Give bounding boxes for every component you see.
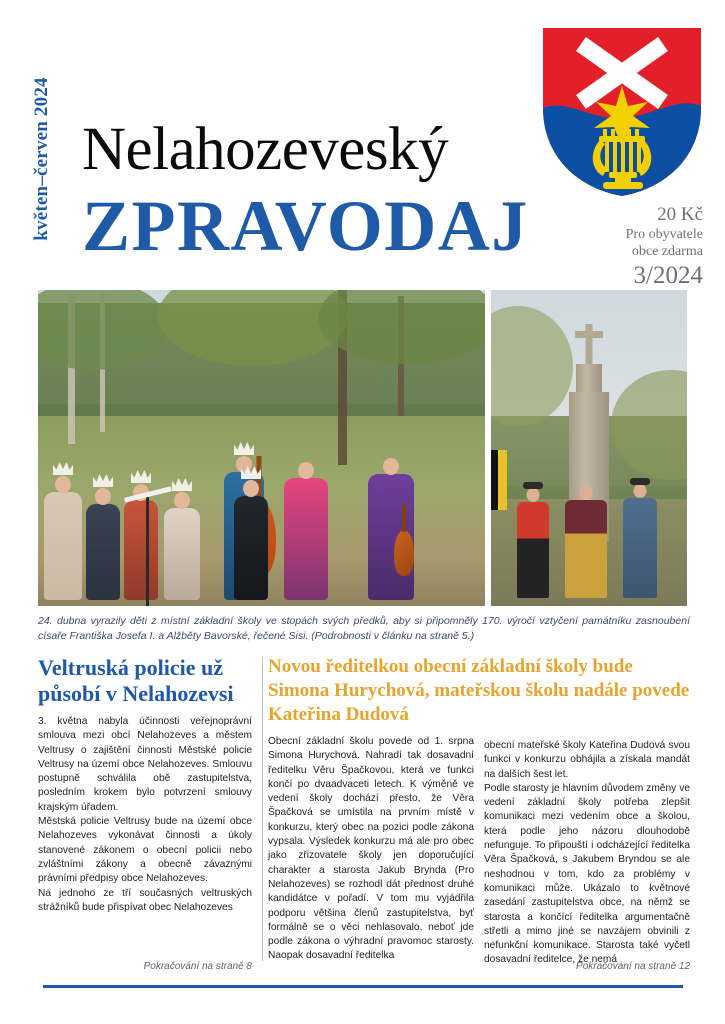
- paragraph: Městská policie Veltrusy bude na území obce Nelahozeves vykonávat činnosti a úkoly stanovené zákonem o obecní policii nebo zvláštními zákony a obecně závaznými právními předpisy obce Nelahozeves.: [38, 816, 252, 885]
- continuation-note-reditelka[interactable]: Pokračování na straně 12: [576, 961, 690, 972]
- free-notice-line2: obce zdarma: [631, 244, 703, 259]
- article-body-reditelka-right: [484, 739, 690, 968]
- photo-children-procession: [38, 290, 485, 606]
- masthead-title-block: [82, 118, 552, 264]
- publication-type: ZPRAVODAJ: [82, 186, 529, 266]
- articles-area: [38, 655, 690, 972]
- paragraph: Podle starosty je hlavním důvodem změny ve vedení základní školy potřeba zlepšit komunikaci mezi vedením obce a školou, která podle jeho názoru dlouhodobě nefunguje. To připouští i odcházející ředitelka Věra Špačková, s Jakubem Bryndou se ale neshodnou v tom, kdo za problémy v komunikaci může. Ukázalo to květnové zasedání zastupitelstva obce, na němž se starosta a končící ředitelka argumentačně střetli a mimo jiné se navzájem obvinili z nefunkční komunikace. Starosta také vyčetl dosavadní ředitelce, že nemá: [484, 782, 690, 966]
- photo-row: [38, 290, 687, 606]
- photo-costumed-trio-monument: [491, 290, 687, 606]
- free-notice-line1: Pro obyvatele: [625, 227, 703, 242]
- continuation-note-policie[interactable]: Pokračování na straně 8: [143, 961, 252, 972]
- price-value: 20 Kč: [657, 204, 703, 225]
- article-headline-reditelka[interactable]: Novou ředitelkou obecní základní školy bude Simona Hurychová, mateřskou školu nadále povede Kateřina Dudová: [268, 656, 690, 725]
- article-headline-policie[interactable]: Veltruská policie už působí v Nelahozevsi: [38, 655, 234, 706]
- coat-of-arms-icon: [537, 24, 707, 200]
- article-column-right: [484, 655, 690, 968]
- paragraph: Obecní základní školu povede od 1. srpna Simona Hurychová. Nahradí tak dosavadní ředitelku Věru Špačkovou, která ve funkci končí po dvaadvaceti letech. K výměně ve vedení školy dochází přesto, že Věra Špačková se umístila na prvním místě v konkurzu, který obec na pozici podle zákona vypsala. Výsledek konkurzu má ale pro obec jako zřizovatele školy jen doporučující charakter a starosta Jakub Brynda (Pro Nelahozeves) se rozhodl dát přednost druhé kandidátce v pořadí. V tom mu vyjádřila podporu většina členů zastupitelstva, byť formálně se o věci nehlasovalo, neboť jde podle zákona o výhradní pravomoc starosty. Naopak dosavadní ředitelka: [268, 736, 474, 962]
- article-body-reditelka-mid: [268, 735, 474, 964]
- price-block: [553, 203, 703, 291]
- article-column-left: [38, 655, 252, 965]
- article-body-policie: [38, 715, 252, 915]
- paragraph: obecní mateřské školy Kateřina Dudová svou funkci v konkurzu obhájila a získala mandát na dalších šest let.: [484, 740, 690, 780]
- issue-date-vertical: květen–červen 2024: [31, 77, 52, 241]
- bottom-rule: [43, 985, 683, 988]
- publication-name: Nelahozeveský: [82, 116, 449, 183]
- masthead: [0, 0, 725, 288]
- photo-caption: 24. dubna vyrazily děti z místní základní školy ve stopách svých předků, aby si připomněly 170. výročí vztyčení památníku zasnoubení císaře Františka Josefa I. a Alžběty Bavorské, řečené Sisi. (Podrobnosti v článku na straně 5.): [38, 615, 690, 642]
- paragraph: Na jednoho ze tří současných veltruských strážníků bude přispívat obec Nelahozeves: [38, 887, 252, 913]
- column-divider: [262, 657, 263, 961]
- issue-number: 3/2024: [633, 262, 703, 289]
- paragraph: 3. května nabyla účinnosti veřejnoprávní smlouva mezi obcí Nelahozeves a městem Veltrusy o zajištění činnosti Městské policie Veltrusy na území obce Nelahozeves. Smlouvu postupně schválila obě zastupitelstva, posledním krokem bylo potvrzení smlouvy krajským úřadem.: [38, 716, 252, 813]
